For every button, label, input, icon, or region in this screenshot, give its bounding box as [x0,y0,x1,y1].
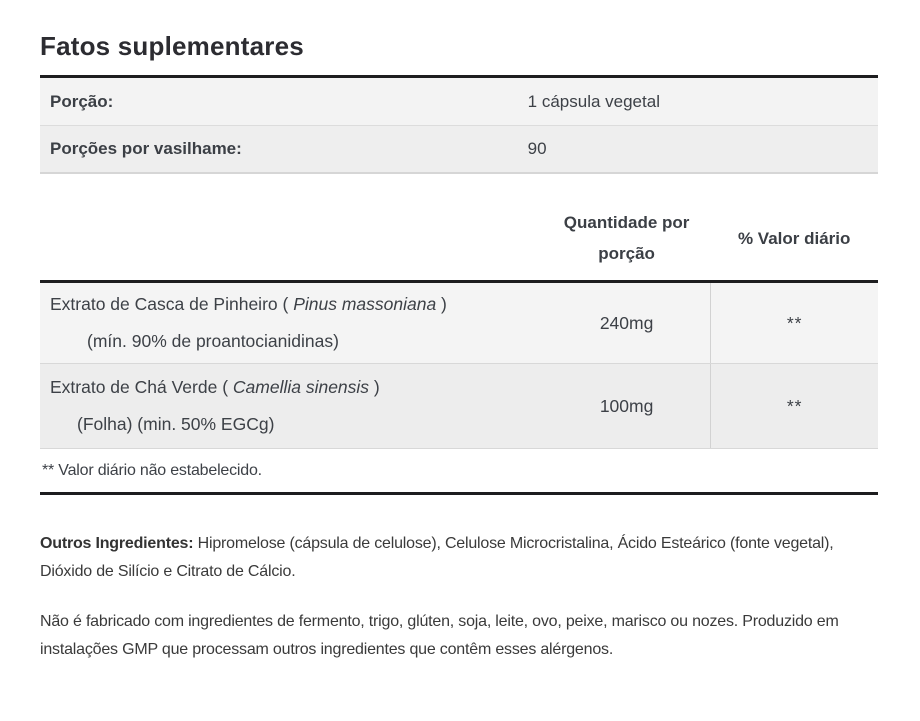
ingredient-amount: 100mg [599,395,654,416]
daily-value-footnote: ** Valor diário não estabelecido. [40,449,878,495]
ingredient-name-detail: (mín. 90% de proantocianidinas) [87,331,339,351]
servings-per-container-label: Porções por vasilhame: [50,139,242,158]
facts-table [40,196,878,495]
other-ingredients-label: Outros Ingredientes: [40,535,194,552]
ingredient-latin-name: Pinus massoniana [293,294,437,314]
other-ingredients-text: Hipromelose (cápsula de celulose), Celulose Microcristalina, Ácido Esteárico (fonte vegetal), Dióxido de Silício e Citrato de Cálcio. [40,535,834,580]
facts-header-row [40,196,878,283]
serving-table [40,75,878,174]
serving-size-value: 1 cápsula vegetal [527,91,660,111]
page-title: Fatos suplementares [40,31,304,61]
dv-column-header: % Valor diário [737,228,851,248]
ingredient-dv: ** [710,283,878,363]
ingredient-latin-name: Camellia sinensis [232,377,370,397]
ingredient-name-detail: (Folha) (min. 50% EGCg) [77,414,275,434]
allergen-paragraph: Não é fabricado com ingredientes de fermento, trigo, glúten, soja, leite, ovo, peixe, marisco ou nozes. Produzido em instalações GMP que processam outros ingredientes que contêm esses alérgenos. [40,613,839,658]
ingredient-dv: ** [710,364,878,448]
ingredient-name [40,364,543,448]
serving-size-label: Porção: [50,91,114,111]
ingredient-name-post: ) [369,377,380,397]
ingredient-name-post: ) [436,294,447,314]
other-ingredients-paragraph [40,530,878,586]
ingredient-name-text [50,286,482,323]
amount-column-header: Quantidade por porção [563,213,690,263]
ingredient-amount: 240mg [599,312,654,333]
servings-per-container-value: 90 [527,139,547,158]
serving-size-row [40,78,878,126]
ingredient-name [40,283,543,363]
ingredient-name-pre: Extrato de Casca de Pinheiro ( [50,294,294,314]
ingredient-name-pre: Extrato de Chá Verde ( [50,377,233,397]
servings-per-container-row [40,126,878,174]
ingredient-row-pine-bark [40,283,878,364]
ingredient-row-green-tea [40,364,878,449]
ingredient-name-text [50,369,482,406]
